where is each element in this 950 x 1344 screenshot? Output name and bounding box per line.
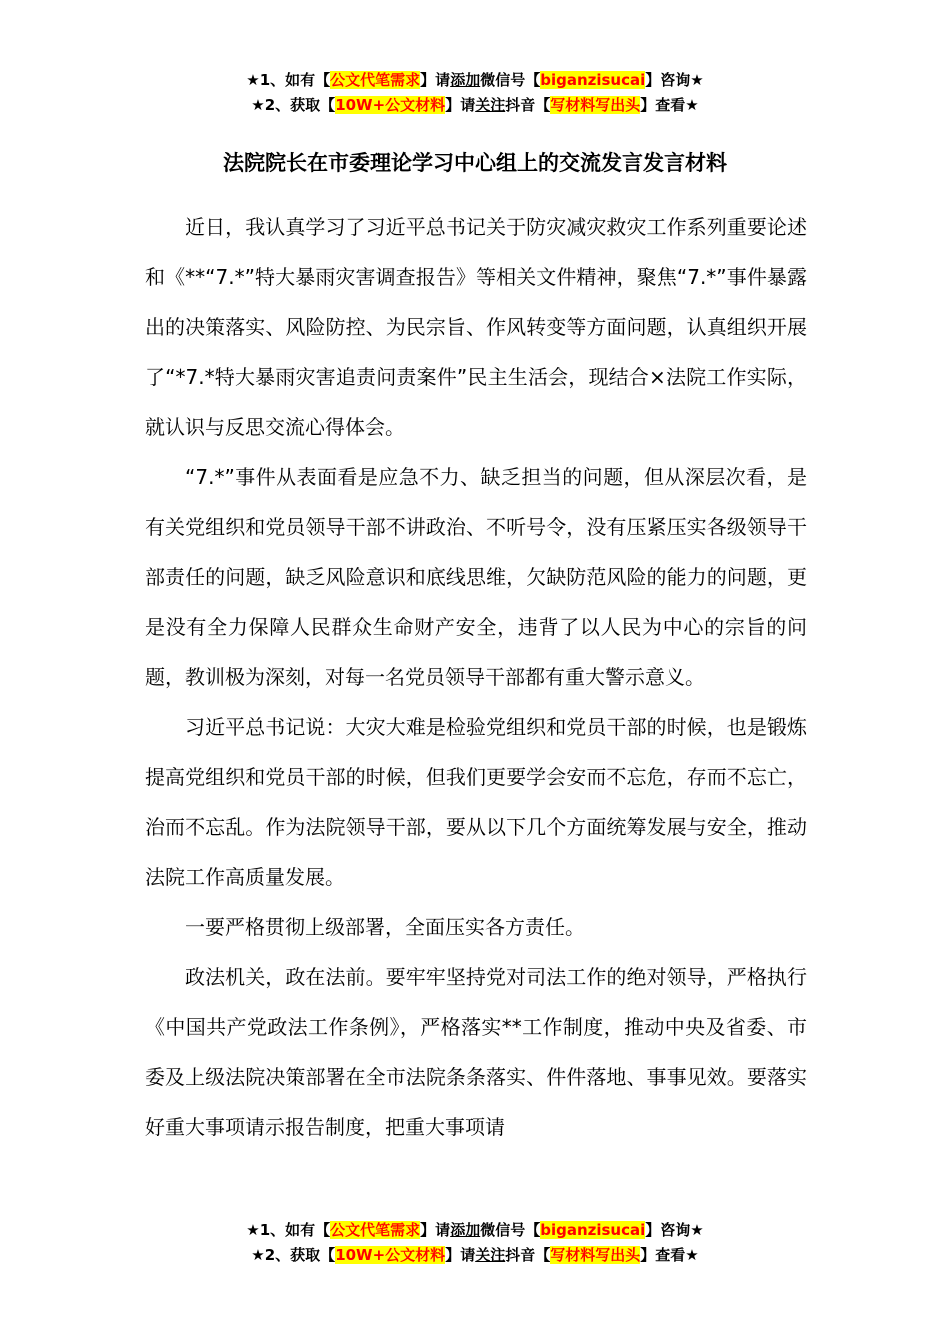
- banner-line-2: [0, 1243, 950, 1268]
- banner-line-2: [0, 93, 950, 118]
- banner-text: 抖音【: [505, 1246, 551, 1264]
- bottom-banner: [0, 1218, 950, 1268]
- paragraph: 一要严格贯彻上级部署，全面压实各方责任。: [185, 915, 585, 939]
- banner-highlight: 写材料写出头: [550, 1246, 641, 1264]
- banner-text: ★1、如有【: [246, 71, 331, 89]
- banner-highlight: 公文代笔需求: [330, 71, 421, 89]
- banner-line-1: [0, 1218, 950, 1243]
- banner-text: 微信号【: [480, 1221, 541, 1239]
- banner-text: 】查看★: [640, 1246, 699, 1264]
- paragraph: “7.*”事件从表面看是应急不力、缺乏担当的问题，但从深层次看，是有关党组织和党员领导干部不讲政治、不听号令，没有压紧压实各级领导干部责任的问题，缺乏风险意识和底线思维，欠缺防范风险的能力的问题，更是没有全力保障人民群众生命财产安全，违背了以人民为中心的宗旨的问题，教训极为深刻，对每一名党员领导干部都有重大警示意义。: [145, 465, 807, 689]
- banner-highlight: 10W+公文材料: [335, 1246, 446, 1264]
- banner-text: 】查看★: [640, 96, 699, 114]
- banner-text: ★2、获取【: [251, 1246, 336, 1264]
- banner-underlined-text: 关注: [475, 1246, 506, 1264]
- banner-line-1: [0, 68, 950, 93]
- document-title: 法院院长在市委理论学习中心组上的交流发言发言材料: [223, 151, 727, 175]
- banner-underlined-text: 添加: [450, 71, 481, 89]
- paragraph: 习近平总书记说：大灾大难是检验党组织和党员干部的时候，也是锻炼提高党组织和党员干部的时候，但我们更要学会安而不忘危，存而不忘亡，治而不忘乱。作为法院领导干部，要从以下几个方面统筹发展与安全，推动法院工作高质量发展。: [145, 715, 807, 889]
- banner-highlight: biganzisucai: [540, 1221, 646, 1239]
- banner-highlight: biganzisucai: [540, 71, 646, 89]
- banner-text: 】请: [420, 1221, 451, 1239]
- banner-text: ★1、如有【: [246, 1221, 331, 1239]
- banner-text: 抖音【: [505, 96, 551, 114]
- banner-highlight: 10W+公文材料: [335, 96, 446, 114]
- banner-text: 】咨询★: [645, 1221, 704, 1239]
- top-banner: [0, 68, 950, 118]
- banner-text: 】请: [420, 71, 451, 89]
- banner-text: 】请: [445, 1246, 476, 1264]
- banner-text: 】请: [445, 96, 476, 114]
- banner-highlight: 公文代笔需求: [330, 1221, 421, 1239]
- paragraph: 近日，我认真学习了习近平总书记关于防灾减灾救灾工作系列重要论述和《**“7.*”特大暴雨灾害调查报告》等相关文件精神，聚焦“7.*”事件暴露出的决策落实、风险防控、为民宗旨、作风转变等方面问题，认真组织开展了“*7.*特大暴雨灾害追责问责案件”民主生活会，现结合×法院工作实际，就认识与反思交流心得体会。: [145, 215, 807, 439]
- banner-underlined-text: 添加: [450, 1221, 481, 1239]
- banner-text: 微信号【: [480, 71, 541, 89]
- banner-underlined-text: 关注: [475, 96, 506, 114]
- banner-text: 】咨询★: [645, 71, 704, 89]
- document-body: [145, 202, 807, 1152]
- banner-highlight: 写材料写出头: [550, 96, 641, 114]
- banner-text: ★2、获取【: [251, 96, 336, 114]
- paragraph: 政法机关，政在法前。要牢牢坚持党对司法工作的绝对领导，严格执行《中国共产党政法工作条例》，严格落实**工作制度，推动中央及省委、市委及上级法院决策部署在全市法院条条落实、件件落地、事事见效。要落实好重大事项请示报告制度，把重大事项请: [145, 965, 807, 1139]
